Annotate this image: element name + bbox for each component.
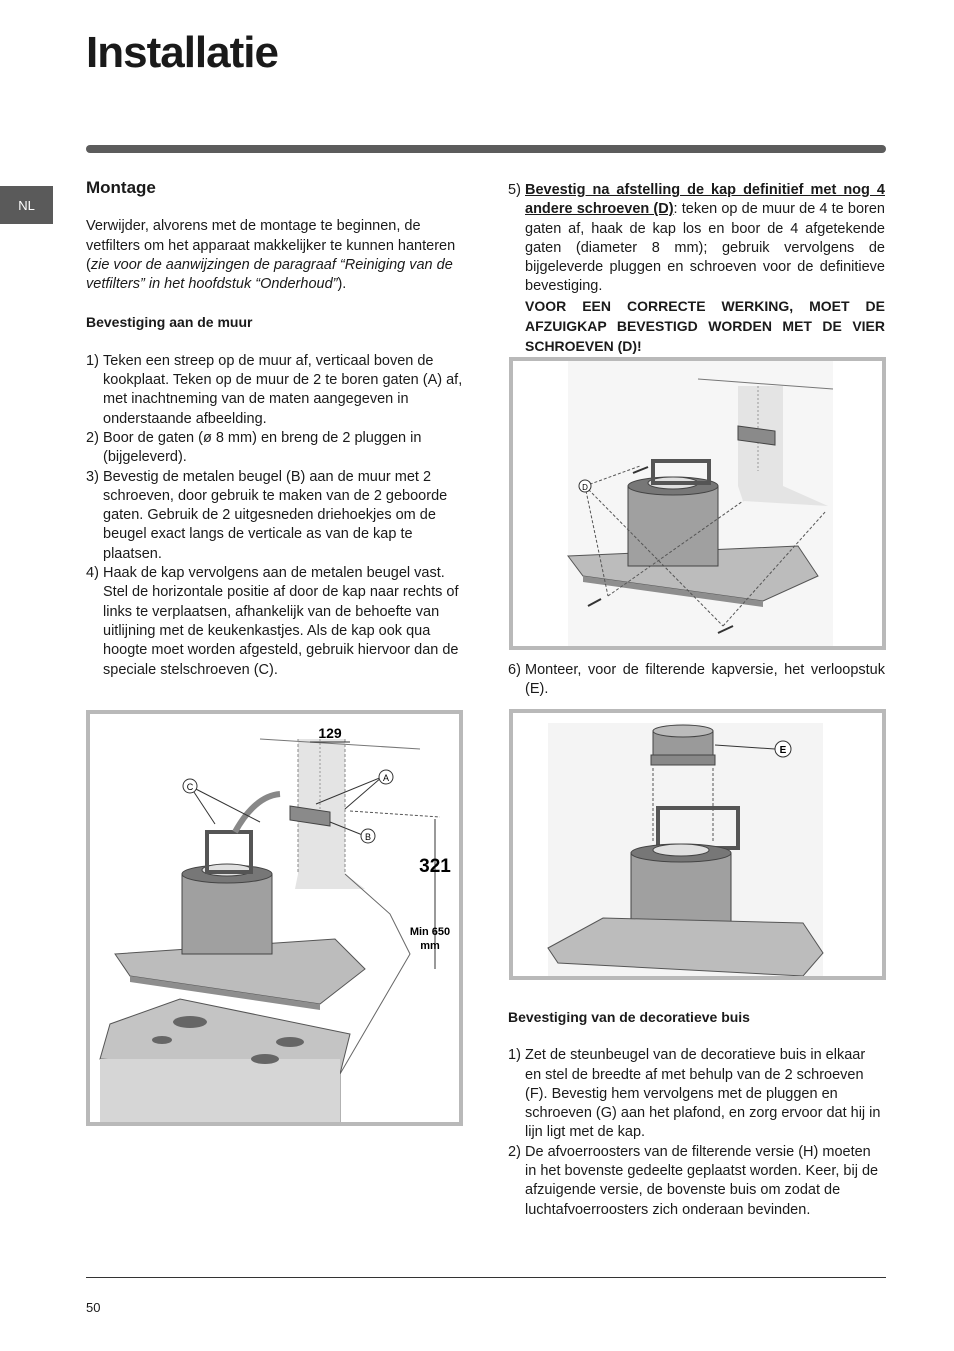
label-c: C (186, 782, 194, 792)
label-a: A (382, 773, 390, 783)
language-tab: NL (0, 186, 53, 224)
intro-paragraph (86, 217, 464, 294)
label-e: E (779, 745, 787, 756)
footer-rule (86, 1277, 886, 1278)
step-6-list (508, 661, 885, 700)
list-item: 1) Zet de steunbeugel van de decoratieve buis in elkaar en stel de breedte af met behulp van de 2 schroeven (F). Bevestig hem vervolgens met de pluggen en schroeven (G) aan het plafond, en zorg ervoor dat hij in lijn ligt met de kap. (508, 1047, 881, 1141)
list-item: 1) Teken een streep op de muur af, verticaal boven de kookplaat. Teken op de muur de 2 te boren gaten (A) af, met inachtneming van de maten aangegeven in onderstaande afbeelding. (86, 352, 463, 427)
step-5-list (508, 181, 885, 358)
subsection-title-wall: Bevestiging aan de muur (86, 314, 253, 331)
intro-reference: zie voor de aanwijzingen de paragraaf “Reiniging van de vetfilters” in het hoofdstuk “Onderhoud” (86, 256, 453, 293)
list-item: 2) Boor de gaten (ø 8 mm) en breng de 2 pluggen in (bijgeleverd). (86, 429, 422, 466)
section-title: Montage (86, 178, 156, 197)
decorative-tube-section (508, 1008, 885, 1220)
label-b: B (364, 832, 372, 842)
tube-steps-list (508, 1046, 885, 1220)
dimension-min-650: Min 650 (409, 926, 451, 938)
dimension-129: 129 (318, 725, 342, 741)
list-item: 3) Bevestig de metalen beugel (B) aan de muur met 2 schroeven, door gebruik te maken van de 2 geboorde gaten. Gebruik de 2 uitgesneden driehoekjes om de beugel exact langs de verticale as van de kap te plaatsen. (86, 468, 448, 562)
list-item: 6) Monteer, voor de filterende kapversie, het verloopstuk (E). (508, 662, 885, 698)
reducer-e-illustration (509, 709, 886, 980)
step-6-block (508, 661, 885, 700)
intro-text: Verwijder, alvorens met de montage te beginnen, de vetfilters om het apparaat makkelijker te kunnen hanteren ( (86, 218, 456, 273)
intro-end: ). (337, 276, 347, 293)
dimension-321: 321 (419, 856, 451, 877)
left-column (86, 178, 464, 680)
page-number: 50 (86, 1300, 101, 1315)
list-item: 4) Haak de kap vervolgens aan de metalen beugel vast. Stel de horizontale positie af door de kap naar rechts of links te verplaatsen, afhankelijk van de behoefte van uitlijning met de keukenkastjes. Als de kap ook qua hoogte moet worden afgesteld, gebruik hiervoor dan de speciale stelschroeven (C). (86, 565, 459, 678)
wall-mounting-illustration (86, 710, 463, 1126)
header-rule (86, 145, 886, 153)
warning-text: VOOR EEN CORRECTE WERKING, MOET DE AFZUIGKAP BEVESTIGD WORDEN MET DE VIER SCHROEVEN (D)! (525, 297, 885, 355)
list-item: 2) De afvoerroosters van de filterende versie (H) moeten in het bovenste gedeelte geplaatst worden. Keer, bij de afzuigende versie, de bovenste buis om zodat de luchtafvoerroosters zich onderaan bevinden. (508, 1143, 879, 1218)
wall-steps-list (86, 352, 464, 680)
right-column (508, 181, 885, 358)
label-d: D (582, 483, 588, 492)
dimension-mm: mm (420, 940, 440, 952)
list-item: 5) Bevestig na afstelling de kap definitief met nog 4 andere schroeven (D): teken op de muur de 4 te boren gaten af, haak de kap los en boor de 4 afgetekende gaten (diameter 8 mm); gebruik vervolgens de bijgeleverde pluggen en schroeven voor de definitieve bevestiging. VOOR EEN CORRECTE WERKING, MOET DE AFZUIGKAP BEVESTIGD WORDEN MET DE VIER SCHROEVEN (D)! (508, 182, 885, 355)
page-title: Installatie (86, 28, 278, 77)
screws-d-illustration (509, 357, 886, 650)
subsection-title-tube: Bevestiging van de decoratieve buis (508, 1009, 750, 1025)
